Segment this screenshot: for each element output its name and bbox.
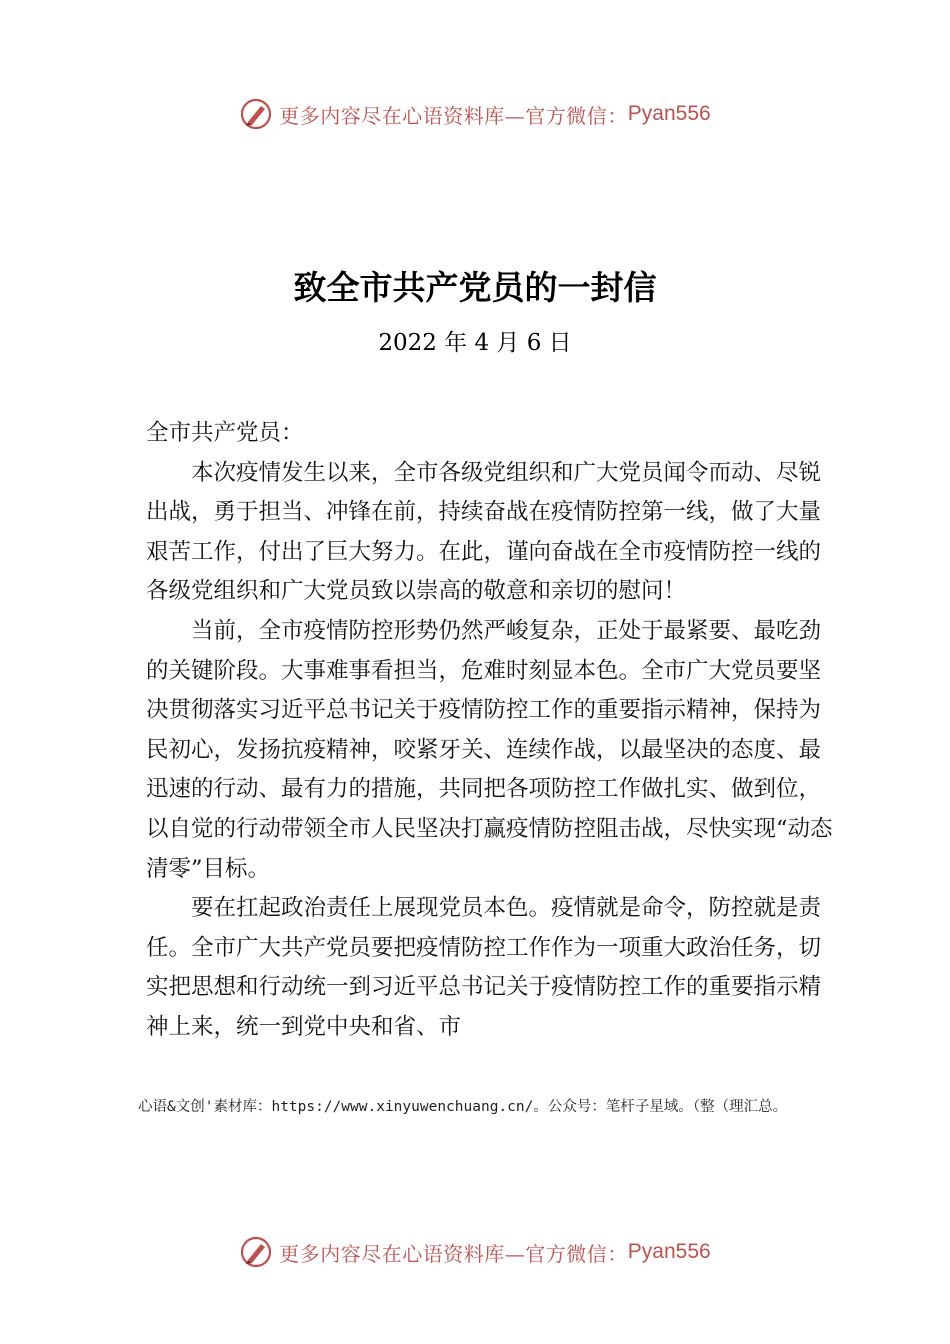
pen-logo-icon: [239, 97, 273, 131]
letter-date: 2022 年 4 月 6 日: [378, 330, 572, 356]
watermark-header: [0, 94, 950, 134]
page-title: 致全市共产党员的一封信: [293, 268, 657, 307]
paragraph: 当前，全市疫情防控形势仍然严峻复杂，正处于最紧要、最吃劲的关键阶段。大事难事看担当，危难时刻显本色。全市广大党员要坚决贯彻落实习近平总书记关于疫情防控工作的重要指示精神，保持为民初心，发扬抗疫精神，咬紧牙关、连续作战，以最坚决的态度、最迅速的行动、最有力的措施，共同把各项防控工作做扎实、做到位，以自觉的行动带领全市人民坚决打赢疫情防控阻击战，尽快实现“动态清零”目标。: [146, 617, 833, 882]
letter-body: [146, 414, 836, 1048]
watermark-wechat-id: Pyan556: [627, 1240, 711, 1263]
salutation: 全市共产党员：: [146, 420, 304, 446]
watermark-text: 更多内容尽在心语资料库—官方微信：: [279, 103, 628, 128]
paragraph: 本次疫情发生以来，全市各级党组织和广大党员闻令而动、尽锐出战，勇于担当、冲锋在前，持续奋战在疫情防控第一线，做了大量艰苦工作，付出了巨大努力。在此，谨向奋战在全市疫情防控一线的各级党组织和广大党员致以崇高的敬意和亲切的慰问！: [146, 459, 822, 605]
watermark-wechat-id: Pyan556: [627, 102, 711, 125]
watermark-text: 更多内容尽在心语资料库—官方微信：: [279, 1241, 628, 1266]
pen-logo-icon: [239, 1235, 273, 1269]
source-footnote: 心语&文创'素材库：https://www.xinyuwenchuang.cn/。公众号：笔杆子星域。（整（理汇总。: [138, 1099, 788, 1115]
paragraph: 要在扛起政治责任上展现党员本色。疫情就是命令，防控就是责任。全市广大共产党员要把疫情防控工作作为一项重大政治任务，切实把思想和行动统一到习近平总书记关于疫情防控工作的重要指示精神上来，统一到党中央和省、市: [146, 895, 822, 1040]
watermark-footer: [0, 1232, 950, 1272]
